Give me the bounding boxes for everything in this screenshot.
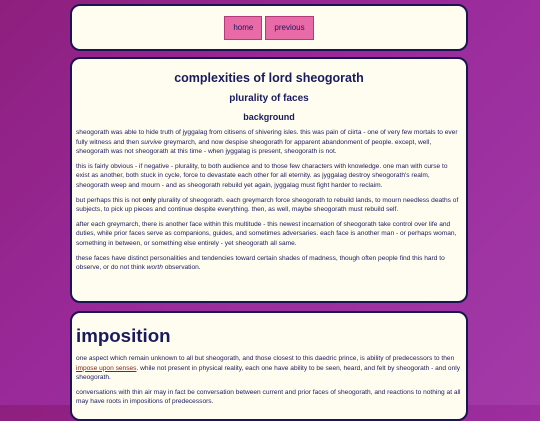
emphasis-worth: worth (146, 264, 163, 272)
section-heading-imposition: imposition (76, 325, 171, 346)
page-title: complexities of lord sheogorath (174, 71, 364, 85)
paragraph-3: but perhaps this is not only plurality of sheogorath. each greymarch force sheogorath to rebuild lands, to mourn needless deaths of subjects, to pick up pieces and continue despite everything. then, as well, maybe sheogorath must rebuild self. (76, 196, 459, 214)
paragraph-5: these faces have distinct personalities and tendencies toward certain shades of madness, though often people find this hard to observe, or do not think worth observation. (76, 254, 445, 272)
bold-only: only (142, 196, 156, 204)
nav-panel (70, 4, 468, 51)
previous-button[interactable]: previous (265, 16, 313, 40)
emphasis-survive: survive (140, 138, 162, 146)
paragraph-4: after each greymarch, there is another face within this multitude - this newest incarnation of sheogorath take control over life and duties, while prior faces serve as companions, guides, and sometimes adversaries. each face is another man - or perhaps woman, something in between, or something else entirely - yet sheogorath all same. (76, 220, 457, 247)
imposition-paragraph-1: one aspect which remain unknown to all but sheogorath, and those closest to this daedric prince, is ability of predecessors to then impose upon senses. while not present in physical reality, each one have ability to be seen, heard, and felt by sheogorath - and only sheogorath. (76, 355, 461, 382)
imposition-paragraph-2: conversations with thin air may in fact be conversation between current and prior faces of sheogorath, and reactions to nothing at all may have roots in impositions of predecessors. (76, 388, 461, 406)
main-panel (70, 57, 468, 303)
impose-upon-senses-link[interactable]: impose upon senses (76, 364, 137, 372)
page-subtitle: plurality of faces (229, 93, 309, 104)
section-heading-background: background (243, 112, 295, 122)
paragraph-1: sheogorath was able to hide truth of jyggalag from citisens of shivering isles. this was pain of ciirta - one of very few mortals to ever fully witness and then survive greymarch, and now despise sheogorath for apparent abandonment of people. except, well, sheogorath was not sheogorath at this time - when jyggalag is present, sheogorath is not. (76, 129, 458, 156)
home-button[interactable]: home (224, 16, 262, 40)
paragraph-2: this is fairly obvious - if negative - plurality, to both audience and to those few characters with knowledge. one man with curse to exist as another, both stuck in cycle, force to devastate each other for all eternity. as jyggalag destroy sheogorath's realm, sheogorath weep and mourn - and as sheogorath rebuild yet again, jyggalag must fight harder to reclaim. (76, 162, 448, 189)
